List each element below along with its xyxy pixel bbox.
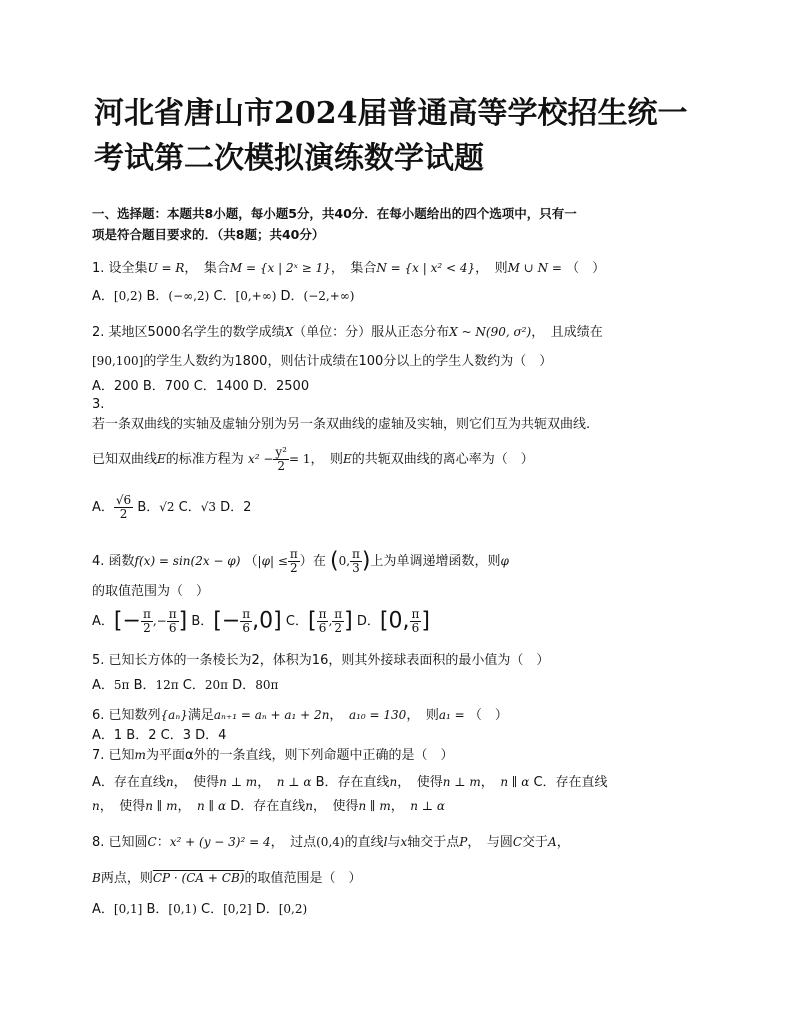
fraction xyxy=(240,608,252,635)
q6-recurrence: aₙ₊₁ = aₙ + a₁ + 2n xyxy=(213,708,330,722)
q7-text: ， xyxy=(390,799,411,814)
page-title-line2: 考试第二次模拟演练数学试题 xyxy=(94,141,484,176)
option-label: B． xyxy=(133,678,156,693)
q7-relation: n ∥ m xyxy=(358,799,391,813)
q6-a1: a₁ = xyxy=(438,708,465,722)
question-8-options xyxy=(92,900,712,919)
fraction-numerator: π xyxy=(334,607,343,621)
fraction xyxy=(317,608,329,635)
q7-relation: n ⊥ α xyxy=(410,799,446,813)
option-label: C． xyxy=(201,902,224,917)
q8-text: 与 xyxy=(387,835,401,850)
q4-interval: ( xyxy=(329,548,339,574)
question-1 xyxy=(92,259,712,278)
question-3-options xyxy=(92,494,712,521)
fraction-denominator: 2 xyxy=(290,561,298,575)
section-heading-line1: 一、选择题：本题共8小题，每小题5分，共40分．在每小题给出的四个选项中，只有一 xyxy=(92,206,577,221)
q4-option-d: [0, xyxy=(379,608,410,634)
q5-option-d: 80π xyxy=(255,678,279,692)
q8-text: 两点，则 xyxy=(100,871,153,886)
q4-option-b: [− xyxy=(213,608,241,634)
q7-option-a: A．存在直线 xyxy=(92,775,166,790)
q8-point-b: B xyxy=(92,871,101,885)
q1-set-m: M = {x | 2ˣ ≥ 1} xyxy=(229,261,331,275)
option-label: D． xyxy=(280,289,304,304)
q8-text: 的直线 xyxy=(344,835,384,850)
q8-text: ： xyxy=(156,835,170,850)
option-label: B． xyxy=(137,500,160,515)
question-3-definition: 若一条双曲线的实轴及虚轴分别为另一条双曲线的虚轴及实轴，则它们互为共轭双曲线. xyxy=(92,417,591,432)
q3-text: 的标准方程为 xyxy=(165,452,244,467)
fraction-numerator: π xyxy=(411,607,420,621)
question-6 xyxy=(92,706,712,725)
q1-text: ， 则 xyxy=(475,261,508,276)
q8-option-c: [0,2] xyxy=(223,902,252,916)
q2-distribution: X ~ N(90, σ²) xyxy=(449,325,532,339)
q3-text: 已知双曲线 xyxy=(92,452,158,467)
q3-fraction xyxy=(273,446,289,473)
question-5: 5. 已知长方体的一条棱长为2，体积为16，则其外接球表面积的最小值为（ ） xyxy=(92,653,550,668)
q4-condition-fraction xyxy=(288,548,300,575)
option-label: B． xyxy=(146,289,169,304)
q7-relation: n ∥ m xyxy=(145,799,178,813)
q3-text: 的共轭双曲线的离心率为（ ） xyxy=(351,452,534,467)
q1-option-c: [0,+∞) xyxy=(235,289,277,303)
fraction-denominator: 6 xyxy=(168,621,177,635)
q1-text: 1. 设全集 xyxy=(92,261,148,276)
fraction xyxy=(332,608,344,635)
question-2-line2 xyxy=(92,352,712,371)
fraction xyxy=(141,608,153,635)
q2-text: ， 且成绩在 xyxy=(531,325,603,340)
q4-text: ） xyxy=(299,554,313,569)
q2-text: （单位：分）服从正态分布 xyxy=(293,325,450,340)
option-label: D． xyxy=(356,614,380,629)
q4-option-d: ] xyxy=(421,608,430,634)
q7-text: ， xyxy=(177,799,198,814)
option-label: A． xyxy=(92,500,114,515)
q1-universal-set: U = R xyxy=(147,261,185,275)
q6-text: ， 则 xyxy=(406,708,439,723)
q8-line-l: l xyxy=(383,835,388,849)
question-2-options: A．200 B．700 C．1400 D．2500 xyxy=(92,379,310,394)
question-4-options xyxy=(92,608,712,635)
q6-sequence: {aₙ} xyxy=(160,708,188,722)
q7-line-n: n xyxy=(165,775,174,789)
q7-text: ， xyxy=(480,775,501,790)
q4-text: 上为单调递增函数，则 xyxy=(370,554,501,569)
fraction-denominator: 2 xyxy=(143,621,151,635)
q7-relation: n ⊥ m xyxy=(219,775,258,789)
q8-point-a: A xyxy=(548,835,557,849)
fraction-denominator: 6 xyxy=(318,621,327,635)
q4-interval: ) xyxy=(361,548,371,574)
q6-text: 满足 xyxy=(187,708,214,723)
q3-option-d: D．2 xyxy=(220,500,252,515)
q7-text: 7. 已知 xyxy=(92,748,135,763)
q1-text: ， 集合 xyxy=(184,261,230,276)
q8-circle-c: C xyxy=(147,835,157,849)
q7-text: ， 使得 xyxy=(99,799,146,814)
q4-text: 在 xyxy=(312,554,326,569)
fraction-denominator: 3 xyxy=(352,561,360,575)
q7-text: ， 使得 xyxy=(312,799,359,814)
q2-text: 的学生人数约为1800，则估计成绩在100分以上的学生人数约为（ ） xyxy=(143,354,553,369)
fraction-denominator: 2 xyxy=(119,507,128,521)
q7-option-c: C．存在直线 xyxy=(533,775,608,790)
q8-x-axis: x xyxy=(400,835,408,849)
option-label: C． xyxy=(182,678,205,693)
fraction-numerator: π xyxy=(289,547,298,561)
q3-equation: x² − xyxy=(247,452,274,466)
fraction-numerator: y² xyxy=(275,445,287,459)
q8-option-d: [0,2) xyxy=(278,902,308,916)
q4-interval: 0, xyxy=(338,554,351,568)
q4-option-c: ] xyxy=(344,608,353,634)
fraction-numerator: √6 xyxy=(115,493,132,507)
fraction-denominator: 6 xyxy=(242,621,251,635)
q7-relation: n ⊥ α xyxy=(276,775,312,789)
q4-text: （ xyxy=(244,554,258,569)
option-label: C． xyxy=(285,614,308,629)
option-label: A． xyxy=(92,902,114,917)
q4-option-a: ,− xyxy=(152,614,167,628)
q4-function: f(x) = sin(2x − φ) xyxy=(134,554,241,568)
q8-point: (0,4) xyxy=(316,835,345,849)
question-8-line2 xyxy=(92,869,712,888)
question-8 xyxy=(92,833,712,852)
q1-set-n: N = {x | x² < 4} xyxy=(376,261,476,275)
q1-option-b: (−∞,2) xyxy=(168,289,210,303)
fraction xyxy=(410,608,422,635)
option-label: C． xyxy=(178,500,201,515)
q4-option-c: , xyxy=(328,614,333,628)
question-7-options-line1 xyxy=(92,773,712,792)
question-3-number: 3. xyxy=(92,397,105,412)
q8-text: ， 过点 xyxy=(270,835,317,850)
fraction-numerator: π xyxy=(168,607,177,621)
q3-hyperbola-e: E xyxy=(343,452,352,466)
q4-option-a: ] xyxy=(178,608,188,634)
q8-text: ， xyxy=(556,835,570,850)
q8-option-a: [0,1] xyxy=(113,902,143,916)
q6-text: ， xyxy=(329,708,336,723)
option-label: D． xyxy=(255,902,279,917)
fraction-numerator: π xyxy=(242,607,251,621)
q3-option-c: √3 xyxy=(200,500,217,514)
q7-text: ， 使得 xyxy=(397,775,443,790)
option-label: B． xyxy=(191,614,214,629)
q5-option-c: 20π xyxy=(204,678,229,692)
question-6-options: A．1 B．2 C．3 D．4 xyxy=(92,728,227,743)
fraction-denominator: 2 xyxy=(334,621,343,635)
q8-text: 交于 xyxy=(522,835,549,850)
question-7-options-line2 xyxy=(92,797,712,816)
fraction-numerator: π xyxy=(318,607,327,621)
q3-option-a xyxy=(114,494,133,521)
fraction-denominator: 2 xyxy=(277,459,285,473)
q7-text: ， 使得 xyxy=(173,775,220,790)
q1-text: ， 集合 xyxy=(330,261,377,276)
question-4-line2: 的取值范围为（ ） xyxy=(92,584,210,599)
q7-option-b: B．存在直线 xyxy=(315,775,390,790)
q6-answer-blank: （ ） xyxy=(468,708,508,723)
q6-text: 6. 已知数列 xyxy=(92,708,161,723)
q8-text: 8. 已知圆 xyxy=(92,835,148,850)
q1-answer-blank: （ ） xyxy=(566,261,606,276)
q7-line-n: n xyxy=(305,799,313,813)
option-label: D． xyxy=(232,678,256,693)
section-heading-line2: 项是符合题目要求的．（共8题；共40分） xyxy=(92,227,325,242)
q8-circle-equation: x² + (y − 3)² = 4 xyxy=(169,835,271,849)
q7-line-n: n xyxy=(389,775,398,789)
question-3 xyxy=(92,446,712,473)
q4-interval-fraction xyxy=(350,548,362,575)
q8-text: 轴交于点 xyxy=(407,835,460,850)
fraction-numerator: π xyxy=(352,547,360,561)
q3-equation-rhs: = 1 xyxy=(288,452,311,466)
question-1-options xyxy=(92,287,712,306)
q7-line-n: n xyxy=(92,799,100,813)
option-label: A． xyxy=(92,614,114,629)
q5-option-a: 5π xyxy=(113,678,130,692)
q1-expression: M ∪ N = xyxy=(507,261,562,275)
q8-circle-c: C xyxy=(512,835,523,849)
q7-relation: n ∥ α xyxy=(500,775,530,789)
question-2 xyxy=(92,323,712,342)
q7-text: 为平面α外的一条直线，则下列命题中正确的是（ ） xyxy=(145,748,454,763)
q2-variable: X xyxy=(284,325,294,339)
question-7 xyxy=(92,746,712,765)
q2-text: 2. 某地区5000名学生的数学成绩 xyxy=(92,325,285,340)
question-5-options xyxy=(92,676,712,695)
q7-text: ， xyxy=(257,775,277,790)
q6-a10: a₁₀ = 130 xyxy=(348,708,407,722)
page-title-line1: 河北省唐山市2024届普通高等学校招生统一 xyxy=(94,96,688,131)
q1-option-d: (−2,+∞) xyxy=(303,289,355,303)
q3-hyperbola-e: E xyxy=(157,452,166,466)
q4-phi: φ xyxy=(500,554,509,568)
q8-text: ， 与圆 xyxy=(467,835,513,850)
q5-option-b: 12π xyxy=(155,678,179,692)
q3-text: ， 则 xyxy=(310,452,344,467)
q7-option-d: D．存在直线 xyxy=(230,799,306,814)
q4-text: 4. 函数 xyxy=(92,554,135,569)
q4-option-c: [ xyxy=(307,608,317,634)
option-label: A． xyxy=(92,678,114,693)
q3-option-b: √2 xyxy=(159,500,175,514)
q7-relation: n ⊥ m xyxy=(442,775,481,789)
question-4 xyxy=(92,548,712,575)
option-label: C． xyxy=(213,289,236,304)
option-label: B． xyxy=(146,902,169,917)
fraction-denominator: 6 xyxy=(411,621,420,635)
q7-relation: n ∥ α xyxy=(197,799,227,813)
q8-text: 的取值范围是（ ） xyxy=(244,871,362,886)
q8-option-b: [0,1) xyxy=(168,902,197,916)
q4-condition: |φ| ≤ xyxy=(257,554,288,568)
q7-line-m: m xyxy=(134,748,146,762)
q8-vector-expression: CP · (CA + CB) xyxy=(152,871,245,885)
fraction-numerator: π xyxy=(142,607,151,621)
fraction xyxy=(167,608,179,635)
option-label: A． xyxy=(92,289,114,304)
q4-option-b: ,0] xyxy=(252,608,282,634)
q8-point-p: P xyxy=(459,835,468,849)
q4-option-a: [− xyxy=(113,608,141,634)
q1-option-a: [0,2) xyxy=(113,289,143,303)
q2-interval: [90,100] xyxy=(92,354,144,368)
